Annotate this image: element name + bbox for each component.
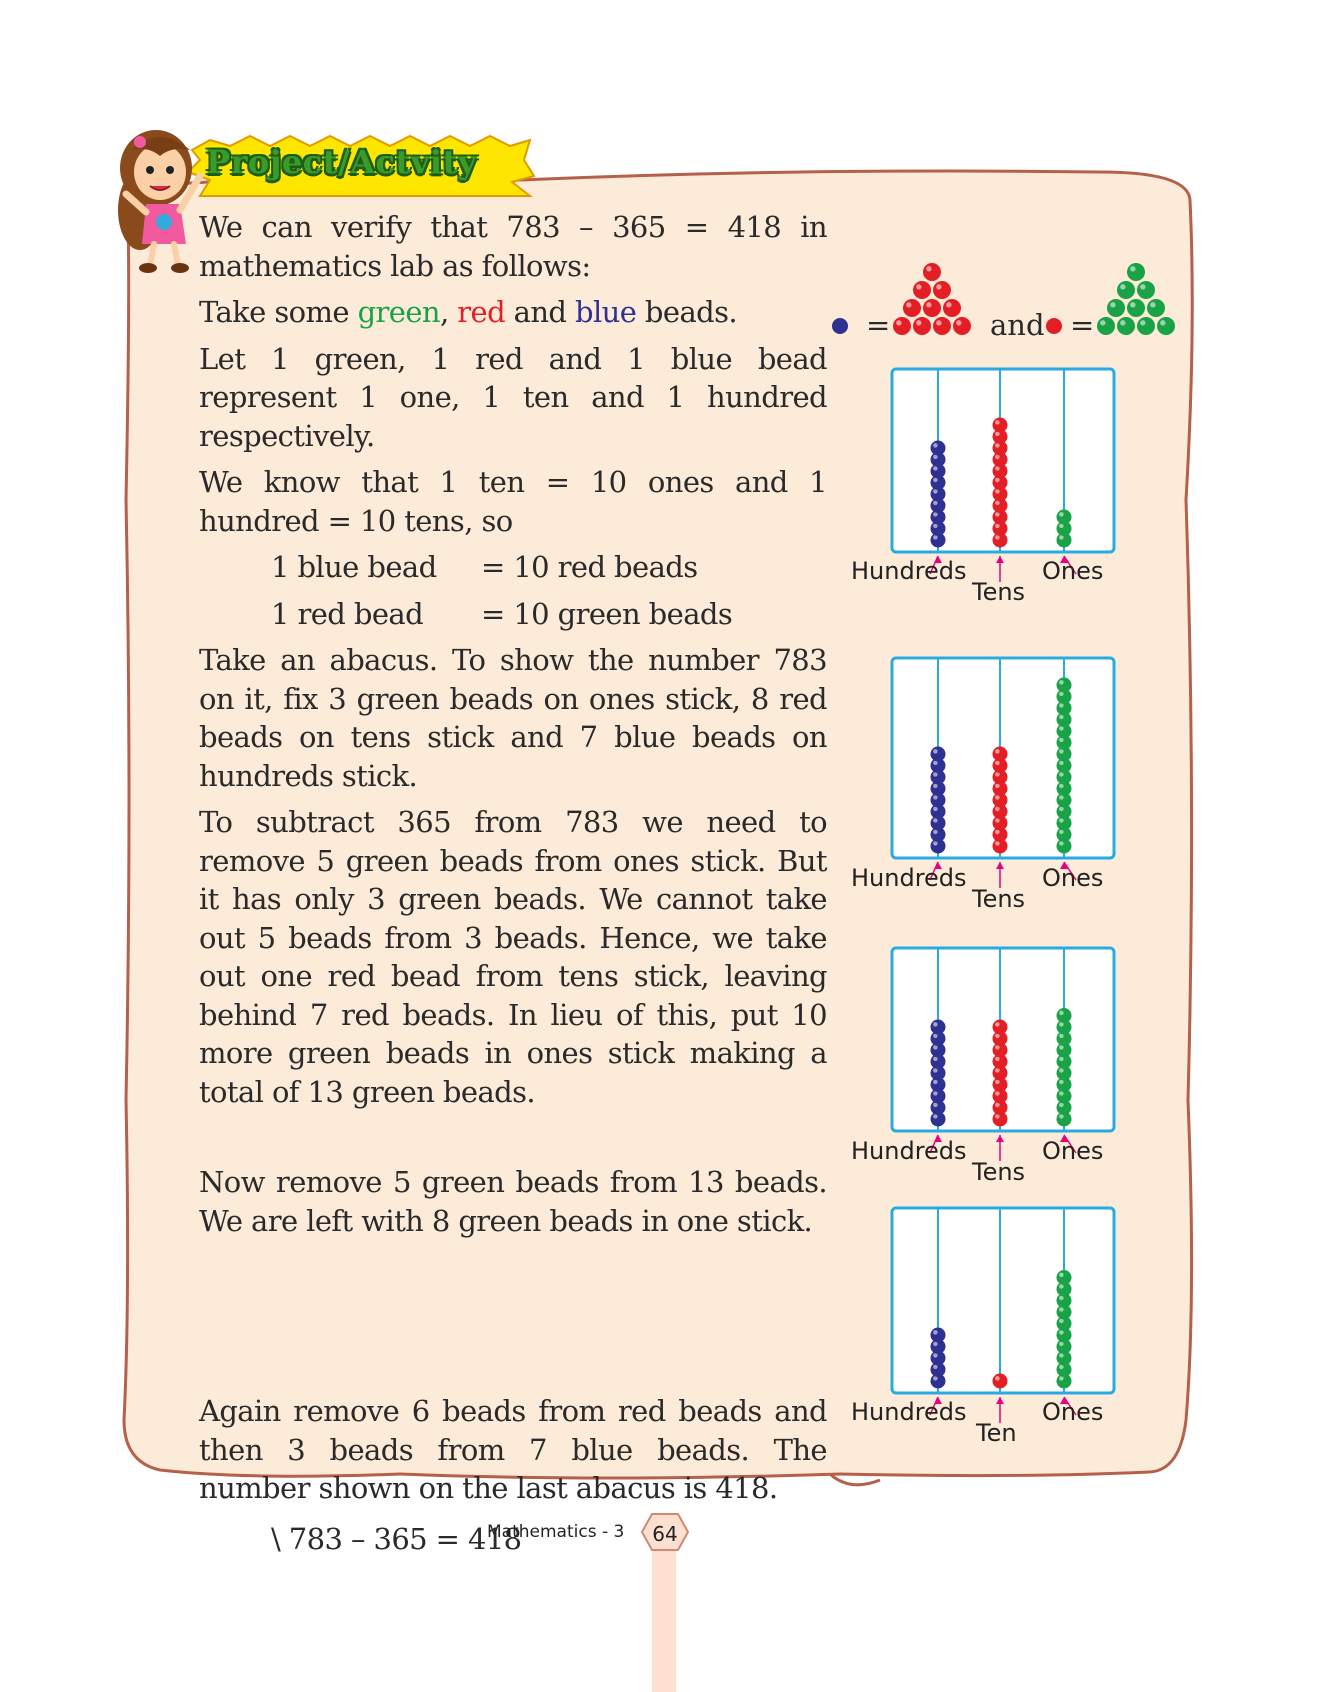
abacus-1-label-hundreds: Hundreds bbox=[851, 557, 967, 585]
legend-green-pyramid-bead bbox=[1157, 317, 1175, 335]
main-text bbox=[199, 208, 827, 1558]
hundreds-bead bbox=[931, 1328, 946, 1343]
bead-highlight bbox=[995, 420, 1000, 425]
intro-paragraph: We can verify that 783 – 365 = 418 in mathematics lab as follows: bbox=[199, 210, 827, 283]
bead-highlight bbox=[933, 1022, 938, 1027]
bead-highlight bbox=[906, 302, 911, 307]
legend-red-pyramid-bead bbox=[933, 317, 951, 335]
legend-red-pyramid-bead bbox=[953, 317, 971, 335]
footer-tab-strip bbox=[652, 1548, 676, 1692]
final-equation: \ 783 – 365 = 418 bbox=[271, 1521, 522, 1556]
legend-red-pyramid-bead bbox=[913, 317, 931, 335]
bead-highlight bbox=[916, 320, 921, 325]
bead-highlight bbox=[1120, 320, 1125, 325]
subtract-paragraph: To subtract 365 from 783 we need to remove 5 green beads from ones stick. But it has only 3 green beads. We cannot take out 5 beads from 3 beads. Hence, we take out one red bead from tens stick, leaving behind 7 red beads. In lieu of this, put 10 more green beads in ones stick making a total of 13 green beads. bbox=[199, 805, 827, 1109]
abacus-paragraph: Take an abacus. To show the number 783 on it, fix 3 green beads on ones stick, 8 red beads on tens stick and 7 blue beads on hundreds stick. bbox=[199, 643, 827, 793]
legend-green-pyramid-bead bbox=[1097, 317, 1115, 335]
abacus-1-label-ones: Ones bbox=[1042, 557, 1104, 585]
bead-highlight bbox=[933, 749, 938, 754]
tens-bead bbox=[993, 747, 1008, 762]
again-paragraph: Again remove 6 beads from red beads and then 3 beads from 7 blue beads. The number shown on the last abacus is 418. bbox=[199, 1394, 827, 1505]
legend-green-pyramid-bead bbox=[1127, 263, 1145, 281]
bead-highlight bbox=[1059, 1011, 1064, 1016]
bead-highlight bbox=[1140, 320, 1145, 325]
abacus-2-label-hundreds: Hundreds bbox=[851, 864, 967, 892]
bead-highlight bbox=[1100, 320, 1105, 325]
legend-red-pyramid-bead bbox=[923, 299, 941, 317]
legend-green-pyramid-bead bbox=[1127, 299, 1145, 317]
word-blue: blue bbox=[575, 295, 637, 329]
bead-highlight bbox=[1120, 284, 1125, 289]
legend-red-pyramid-bead bbox=[943, 299, 961, 317]
bead-highlight bbox=[936, 320, 941, 325]
legend-red-pyramid-bead bbox=[903, 299, 921, 317]
page-number: 64 bbox=[652, 1522, 678, 1546]
footer-book-title: Mathematics - 3 bbox=[487, 1522, 625, 1542]
legend-equals-2: = bbox=[1070, 308, 1095, 342]
know-paragraph: We know that 1 ten = 10 ones and 1 hundred = 10 tens, so bbox=[199, 465, 827, 538]
abacus-4 bbox=[892, 1208, 1114, 1423]
abacus-3-label-hundreds: Hundreds bbox=[851, 1137, 967, 1165]
abacus-3-label-ones: Ones bbox=[1042, 1137, 1104, 1165]
ones-bead bbox=[1057, 1008, 1072, 1023]
tens-bead bbox=[993, 418, 1008, 433]
abacus-2 bbox=[892, 658, 1114, 888]
legend-green-pyramid-bead bbox=[1107, 299, 1125, 317]
legend-green-pyramid-bead bbox=[1117, 281, 1135, 299]
bead-highlight bbox=[916, 284, 921, 289]
abacus-4-label-tens: Ten bbox=[976, 1419, 1017, 1447]
bead-highlight bbox=[995, 1022, 1000, 1027]
bead-highlight bbox=[1150, 302, 1155, 307]
legend-red-pyramid-bead bbox=[913, 281, 931, 299]
bead-highlight bbox=[933, 443, 938, 448]
eq2-left: 1 red bead bbox=[271, 596, 424, 631]
legend-red-pyramid-bead bbox=[933, 281, 951, 299]
bead-highlight bbox=[1130, 302, 1135, 307]
bead-highlight bbox=[1140, 284, 1145, 289]
legend-and: and bbox=[990, 308, 1045, 342]
equation-row-1 bbox=[199, 548, 827, 587]
bead-highlight bbox=[1059, 680, 1064, 685]
abacus-frame bbox=[892, 1208, 1114, 1393]
legend-green-pyramid-bead bbox=[1147, 299, 1165, 317]
legend-red-pyramid-bead bbox=[893, 317, 911, 335]
hundreds-bead bbox=[931, 441, 946, 456]
equation-row-2 bbox=[199, 595, 827, 634]
bead-highlight bbox=[926, 302, 931, 307]
abacus-1 bbox=[892, 369, 1114, 582]
bead-highlight bbox=[1160, 320, 1165, 325]
bead-highlight bbox=[946, 302, 951, 307]
remove-paragraph: Now remove 5 green beads from 13 beads. We are left with 8 green beads in one stick. bbox=[199, 1165, 827, 1238]
tens-bead bbox=[993, 1020, 1008, 1035]
bead-highlight bbox=[956, 320, 961, 325]
abacus-2-label-ones: Ones bbox=[1042, 864, 1104, 892]
eq2-right: = 10 green beads bbox=[481, 596, 733, 631]
legend-green-pyramid-bead bbox=[1137, 281, 1155, 299]
abacus-3 bbox=[892, 948, 1114, 1161]
legend-green-pyramid-bead bbox=[1137, 317, 1155, 335]
ones-bead bbox=[1057, 1270, 1072, 1285]
legend-red-bead bbox=[1046, 318, 1062, 334]
represent-paragraph: Let 1 green, 1 red and 1 blue bead represent 1 one, 1 ten and 1 hundred respectively. bbox=[199, 341, 827, 453]
legend-equals-1: = bbox=[866, 308, 891, 342]
bead-highlight bbox=[995, 749, 1000, 754]
bead-highlight bbox=[1059, 1273, 1064, 1278]
hundreds-bead bbox=[931, 747, 946, 762]
eq1-left: 1 blue bead bbox=[271, 550, 437, 584]
word-red: red bbox=[457, 295, 506, 329]
banner-title: Project/Actvity bbox=[206, 143, 477, 181]
ones-bead bbox=[1057, 678, 1072, 693]
bead-highlight bbox=[1110, 302, 1115, 307]
eq1-right: = 10 red beads bbox=[481, 550, 698, 584]
legend-green-pyramid-bead bbox=[1117, 317, 1135, 335]
ones-bead bbox=[1057, 510, 1072, 525]
word-green: green bbox=[357, 295, 440, 329]
hundreds-bead bbox=[931, 1020, 946, 1035]
bead-highlight bbox=[936, 284, 941, 289]
bead-highlight bbox=[1059, 512, 1064, 517]
legend-blue-bead bbox=[832, 318, 848, 334]
abacus-2-label-tens: Tens bbox=[972, 885, 1026, 913]
beads-paragraph: Take some green, red and blue beads. bbox=[199, 295, 737, 329]
tens-bead bbox=[993, 1374, 1008, 1389]
abacus-4-label-ones: Ones bbox=[1042, 1398, 1104, 1426]
abacus-4-label-hundreds: Hundreds bbox=[851, 1398, 967, 1426]
bead-highlight bbox=[1130, 266, 1135, 271]
abacus-3-label-tens: Tens bbox=[972, 1158, 1026, 1186]
legend-red-pyramid-bead bbox=[923, 263, 941, 281]
bead-highlight bbox=[896, 320, 901, 325]
bead-highlight bbox=[995, 1376, 1000, 1381]
abacus-1-label-tens: Tens bbox=[972, 578, 1026, 606]
bead-highlight bbox=[933, 1330, 938, 1335]
bead-highlight bbox=[926, 266, 931, 271]
